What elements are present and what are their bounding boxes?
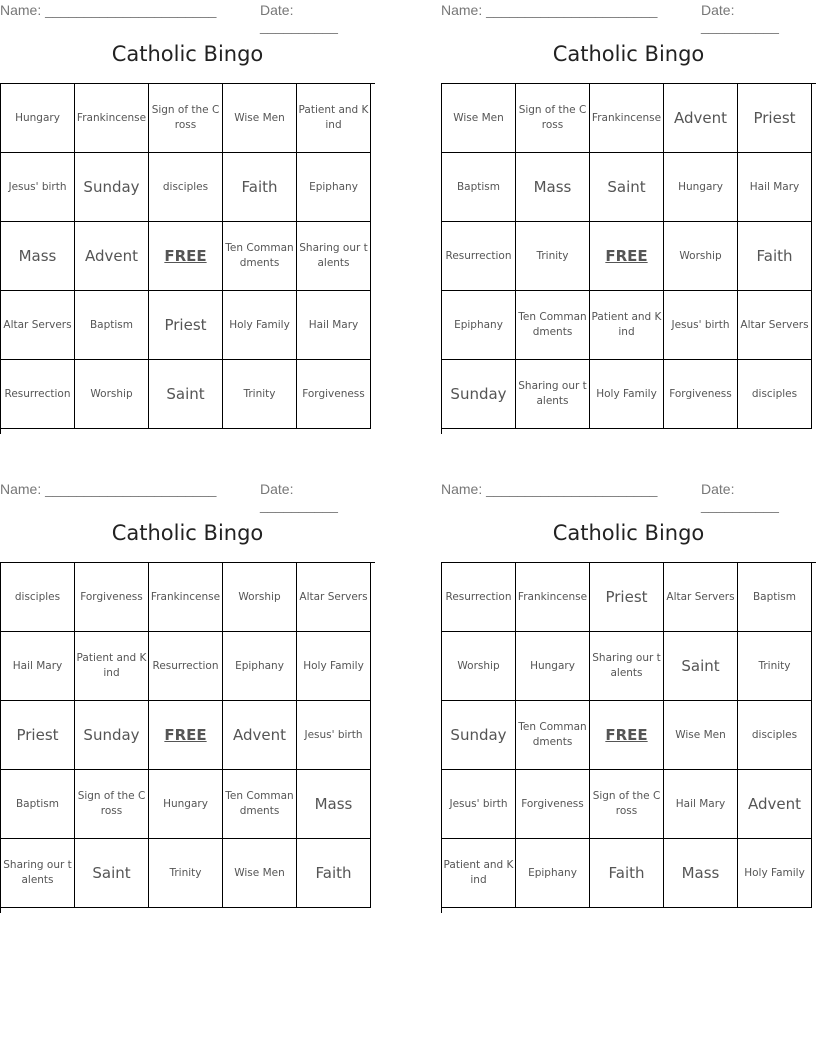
card-header [0,481,375,513]
bingo-grid [0,562,375,913]
bingo-cell-label: Epiphany [454,318,503,331]
bingo-cell [516,360,590,429]
bingo-cell [297,701,371,770]
bingo-cell-label: Mass [681,863,720,882]
bingo-cell-label: Epiphany [528,866,577,879]
bingo-cell-label: Faith [315,863,352,882]
bingo-cell [442,632,516,701]
bingo-cell [1,701,75,770]
bingo-cell [442,839,516,908]
bingo-cell [75,632,149,701]
bingo-cell-label: Saint [607,177,646,196]
bingo-cell-label: Saint [166,384,205,403]
bingo-cell-label: Priest [164,315,207,334]
bingo-cell [590,153,664,222]
bingo-cell-label: Frankincense [150,590,221,603]
bingo-cell [664,632,738,701]
bingo-cell-label: Sunday [83,177,140,196]
bingo-cell-label: Sharing our talents [299,242,368,269]
bingo-cell [223,291,297,360]
bingo-cell [75,701,149,770]
bingo-cell [75,291,149,360]
bingo-cell-label: Trinity [758,659,791,672]
bingo-cell-label: Altar Servers [740,318,809,331]
bingo-cell [297,84,371,153]
bingo-cell [738,222,812,291]
bingo-cell [738,360,812,429]
bingo-cell [223,563,297,632]
bingo-cell [223,839,297,908]
name-field-label: Name: ______________________ [441,481,658,497]
bingo-cell [149,153,223,222]
bingo-cell-label: Jesus' birth [8,180,67,193]
bingo-cell-label: Saint [681,656,720,675]
bingo-cell [516,153,590,222]
bingo-cell [223,770,297,839]
bingo-cell-label: Hungary [163,797,208,810]
bingo-cell-label: Baptism [15,797,60,810]
name-field-label: Name: ______________________ [0,2,217,18]
bingo-cell-label: Resurrection [4,387,71,400]
bingo-cell-label: Sunday [450,384,507,403]
bingo-card-1 [0,0,375,434]
bingo-cell [664,770,738,839]
bingo-cell-label: Hail Mary [749,180,800,193]
bingo-cell-label: Forgiveness [521,797,584,810]
bingo-cell-label: Patient and Kind [443,859,514,886]
bingo-cell-label: Jesus' birth [671,318,730,331]
bingo-cell-label: Holy Family [303,659,364,672]
bingo-cell [442,360,516,429]
bingo-cell [590,770,664,839]
bingo-cell [664,84,738,153]
bingo-cell-label: Faith [608,863,645,882]
bingo-cell-label: Sharing our talents [592,652,661,679]
bingo-cell-label: Sharing our talents [3,859,72,886]
bingo-cell-label: Advent [747,794,801,813]
bingo-cell-label: disciples [751,728,798,741]
bingo-cell-label: Frankincense [76,111,147,124]
bingo-cell [516,84,590,153]
card-title: Catholic Bingo [111,521,264,545]
bingo-cell [516,770,590,839]
bingo-cell [1,770,75,839]
bingo-card-3 [0,479,375,913]
bingo-cell [442,291,516,360]
bingo-cell-label: Frankincense [517,590,588,603]
bingo-cell-label: Altar Servers [3,318,72,331]
bingo-cell-label: Patient and Kind [298,104,369,131]
bingo-cell-label: Faith [756,246,793,265]
bingo-cell-label: FREE [164,246,207,265]
bingo-grid [0,83,375,434]
bingo-cell-label: Altar Servers [666,590,735,603]
date-field-label: Date: __________ [701,481,779,513]
bingo-cell-label: Worship [90,387,133,400]
bingo-cell-label: Mass [18,246,57,265]
bingo-cell [664,153,738,222]
card-header [441,481,816,513]
bingo-cell-label: Wise Men [234,111,285,124]
bingo-cell-label: Hungary [15,111,60,124]
bingo-cell [1,84,75,153]
bingo-cell [590,360,664,429]
bingo-cell [149,770,223,839]
bingo-cell [590,563,664,632]
bingo-cell-label: Saint [92,863,131,882]
bingo-cell-label: Frankincense [591,111,662,124]
bingo-cell-label: FREE [164,725,207,744]
bingo-cell-label: Trinity [243,387,276,400]
bingo-cell [1,153,75,222]
card-header [0,2,375,34]
bingo-cell [223,701,297,770]
bingo-cell-label: Hail Mary [12,659,63,672]
bingo-cell-label: Worship [679,249,722,262]
bingo-cell [149,84,223,153]
bingo-cell [297,770,371,839]
bingo-cell-label: Hungary [678,180,723,193]
bingo-cell-label: Advent [84,246,138,265]
bingo-cell [738,770,812,839]
bingo-cell [149,839,223,908]
bingo-cell-label: Sign of the Cross [592,790,661,817]
bingo-cell [738,153,812,222]
free-space-cell [149,701,223,770]
date-field-label: Date: __________ [260,2,338,34]
bingo-cell [738,632,812,701]
bingo-cell-label: Jesus' birth [304,728,363,741]
bingo-cell-label: Resurrection [445,249,512,262]
bingo-cell-label: Holy Family [744,866,805,879]
bingo-cell-label: Advent [673,108,727,127]
bingo-cell-label: Forgiveness [80,590,143,603]
bingo-cell [1,563,75,632]
bingo-cell-label: Wise Men [234,866,285,879]
bingo-cell-label: Resurrection [152,659,219,672]
bingo-cell [590,84,664,153]
bingo-cell [442,770,516,839]
bingo-cell-label: Wise Men [675,728,726,741]
bingo-cell-label: FREE [605,246,648,265]
bingo-cell [442,563,516,632]
bingo-cell-label: Forgiveness [302,387,365,400]
bingo-cell-label: Baptism [752,590,797,603]
bingo-cell-label: Advent [232,725,286,744]
bingo-cell-label: Jesus' birth [449,797,508,810]
bingo-cell [223,153,297,222]
bingo-cell-label: Priest [753,108,796,127]
bingo-grid [441,83,816,434]
bingo-cell [297,839,371,908]
bingo-cell [664,563,738,632]
bingo-cell-label: Patient and Kind [591,311,662,338]
bingo-cell-label: Hail Mary [675,797,726,810]
bingo-cell-label: Sign of the Cross [151,104,220,131]
bingo-cell-label: FREE [605,725,648,744]
bingo-cell-label: Forgiveness [669,387,732,400]
bingo-card-2 [441,0,816,434]
bingo-cell [1,839,75,908]
bingo-cell [738,839,812,908]
bingo-cell [664,839,738,908]
bingo-cell [75,839,149,908]
bingo-cell [1,360,75,429]
bingo-cell-label: Altar Servers [299,590,368,603]
bingo-cell [75,563,149,632]
bingo-cell [75,84,149,153]
bingo-cell-label: Ten Commandments [225,790,294,817]
bingo-cell-label: Baptism [456,180,501,193]
bingo-cell [297,153,371,222]
free-space-cell [590,701,664,770]
bingo-cell-label: disciples [751,387,798,400]
bingo-cell-label: Worship [457,659,500,672]
bingo-cell-label: Trinity [169,866,202,879]
bingo-cell [149,360,223,429]
bingo-cell-label: Ten Commandments [518,311,587,338]
bingo-cell [223,84,297,153]
card-title: Catholic Bingo [111,42,264,66]
bingo-cell-label: Ten Commandments [518,721,587,748]
bingo-cell [738,291,812,360]
bingo-grid [441,562,816,913]
bingo-cell [75,222,149,291]
bingo-cell [516,839,590,908]
bingo-cell [442,222,516,291]
bingo-cell-label: Trinity [536,249,569,262]
bingo-cell [1,291,75,360]
bingo-cell-label: Priest [605,587,648,606]
bingo-cell-label: Sunday [83,725,140,744]
bingo-cell-label: Wise Men [453,111,504,124]
date-field-label: Date: __________ [701,2,779,34]
bingo-cell-label: disciples [14,590,61,603]
bingo-cell-label: Patient and Kind [76,652,147,679]
bingo-cell [297,222,371,291]
bingo-cell-label: Hungary [530,659,575,672]
bingo-cell [149,563,223,632]
bingo-cell [738,84,812,153]
bingo-cell [75,360,149,429]
bingo-cell [1,222,75,291]
bingo-cell [75,153,149,222]
date-field-label: Date: __________ [260,481,338,513]
bingo-cell [664,360,738,429]
bingo-cell-label: Epiphany [309,180,358,193]
bingo-cell-label: disciples [162,180,209,193]
bingo-cell [590,632,664,701]
bingo-cell-label: Sign of the Cross [518,104,587,131]
name-field-label: Name: ______________________ [0,481,217,497]
bingo-cell [516,291,590,360]
card-header [441,2,816,34]
bingo-cell [664,701,738,770]
bingo-cell-label: Worship [238,590,281,603]
card-title: Catholic Bingo [552,521,705,545]
bingo-cell-label: Ten Commandments [225,242,294,269]
bingo-cell [223,222,297,291]
bingo-cell [738,563,812,632]
bingo-card-4 [441,479,816,913]
bingo-cell [297,563,371,632]
bingo-cell [297,632,371,701]
free-space-cell [590,222,664,291]
bingo-cell [516,632,590,701]
bingo-cell [297,291,371,360]
card-title: Catholic Bingo [552,42,705,66]
bingo-cell [1,632,75,701]
bingo-cell [149,632,223,701]
bingo-cell-label: Sign of the Cross [77,790,146,817]
bingo-cell-label: Mass [314,794,353,813]
bingo-cell [442,153,516,222]
bingo-cell-label: Holy Family [596,387,657,400]
bingo-cell-label: Faith [241,177,278,196]
bingo-cell-label: Baptism [89,318,134,331]
bingo-cell-label: Resurrection [445,590,512,603]
bingo-cell [75,770,149,839]
bingo-cell [442,701,516,770]
bingo-cell [297,360,371,429]
bingo-cell-label: Sharing our talents [518,380,587,407]
bingo-cell [223,360,297,429]
bingo-cell [664,291,738,360]
bingo-cell-label: Mass [533,177,572,196]
bingo-cell-label: Holy Family [229,318,290,331]
bingo-cell [590,839,664,908]
bingo-cell-label: Sunday [450,725,507,744]
bingo-cell [590,291,664,360]
bingo-cell-label: Hail Mary [308,318,359,331]
bingo-cell [516,701,590,770]
bingo-cell [442,84,516,153]
bingo-cell [516,222,590,291]
bingo-cell-label: Priest [16,725,59,744]
bingo-cell [223,632,297,701]
bingo-cell [738,701,812,770]
bingo-cell-label: Epiphany [235,659,284,672]
free-space-cell [149,222,223,291]
bingo-cell [664,222,738,291]
name-field-label: Name: ______________________ [441,2,658,18]
bingo-cell [516,563,590,632]
bingo-cell [149,291,223,360]
